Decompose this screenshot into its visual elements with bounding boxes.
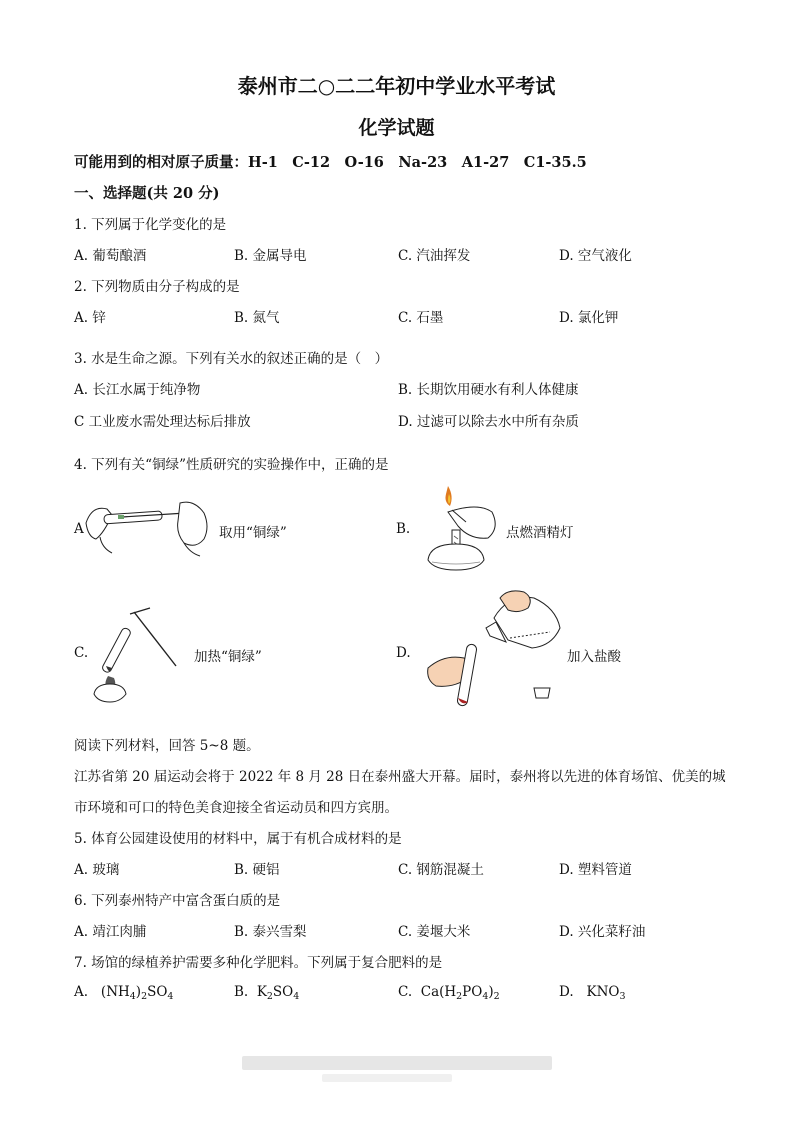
q4-option-c-letter: C. (74, 645, 89, 661)
q2-option-d: D. 氯化钾 (559, 310, 619, 326)
q5-option-c: C. 钢筋混凝土 (398, 862, 484, 878)
q3-option-c: C 工业废水需处理达标后排放 (74, 414, 251, 430)
q2-option-c: C. 石墨 (398, 310, 444, 326)
test-tube-spatula-figure (82, 493, 212, 558)
q4-option-a-letter: A (74, 521, 84, 537)
q7-option-c: C. $Ca(H_2PO_4)_2$ (398, 984, 500, 1002)
q6-option-b: B. 泰兴雪梨 (234, 924, 307, 940)
q1-option-d: D. 空气液化 (559, 248, 632, 264)
reading-line-2: 市环境和可口的特色美食迎接全省运动员和四方宾朋。 (74, 800, 398, 816)
q5-option-b: B. 硬铝 (234, 862, 280, 878)
q4-option-a-caption: 取用“铜绿” (219, 525, 287, 541)
q4-option-b-letter: B. (396, 521, 411, 537)
exam-title: 泰州市二○二二年初中学业水平考试 (237, 74, 556, 98)
q4-option-d-caption: 加入盐酸 (567, 649, 621, 665)
q1-option-b: B. 金属导电 (234, 248, 307, 264)
q5-option-a: A. 玻璃 (74, 862, 120, 878)
q7-option-a: A. $(NH_4)_2SO_4$ (74, 984, 174, 1002)
q4-option-d-letter: D. (396, 645, 411, 661)
section-heading: 一、选择题(共 20 分) (74, 185, 220, 202)
question-6-stem: 6. 下列泰州特产中富含蛋白质的是 (74, 893, 281, 909)
question-3-stem: 3. 水是生命之源。下列有关水的叙述正确的是（ ） (74, 351, 389, 367)
q4-option-b-caption: 点燃酒精灯 (506, 525, 574, 541)
q5-option-d: D. 塑料管道 (559, 862, 632, 878)
pouring-acid-figure (424, 588, 564, 718)
q6-option-c: C. 姜堰大米 (398, 924, 471, 940)
blurred-watermark-sub (322, 1074, 452, 1082)
alcohol-lamp-lighting-figure (418, 482, 503, 577)
question-7-stem: 7. 场馆的绿植养护需要多种化学肥料。下列属于复合肥料的是 (74, 955, 443, 971)
question-4-stem: 4. 下列有关“铜绿”性质研究的实验操作中，正确的是 (74, 457, 389, 473)
q1-option-a: A. 葡萄酿酒 (74, 248, 147, 264)
question-2-stem: 2. 下列物质由分子构成的是 (74, 279, 240, 295)
question-5-stem: 5. 体育公园建设使用的材料中，属于有机合成材料的是 (74, 831, 402, 847)
atomic-masses: 可能用到的相对原子质量：H-1 C-12 O-16 Na-23 A1-27 C1-35.5 (74, 154, 587, 171)
q2-option-b: B. 氮气 (234, 310, 280, 326)
q7-option-d: D. $KNO_3$ (559, 984, 626, 1002)
question-1-stem: 1. 下列属于化学变化的是 (74, 217, 227, 233)
q2-option-a: A. 锌 (74, 310, 106, 326)
q6-option-d: D. 兴化菜籽油 (559, 924, 646, 940)
q3-option-b: B. 长期饮用硬水有利人体健康 (398, 382, 579, 398)
q3-option-d: D. 过滤可以除去水中所有杂质 (398, 414, 579, 430)
q4-option-c-caption: 加热“铜绿” (194, 649, 262, 665)
q1-option-c: C. 汽油挥发 (398, 248, 471, 264)
subject-title: 化学试题 (358, 117, 435, 139)
heating-test-tube-figure (90, 606, 186, 706)
reading-line-1: 江苏省第 20 届运动会将于 2022 年 8 月 28 日在泰州盛大开幕。届时，泰州将以先进的体育场馆、优美的城 (74, 769, 726, 785)
q7-option-b: B. $K_2SO_4$ (234, 984, 300, 1002)
q3-option-a: A. 长江水属于纯净物 (74, 382, 201, 398)
q6-option-a: A. 靖江肉脯 (74, 924, 147, 940)
blurred-watermark (242, 1056, 552, 1070)
reading-intro: 阅读下列材料，回答 5~8 题。 (74, 738, 260, 754)
